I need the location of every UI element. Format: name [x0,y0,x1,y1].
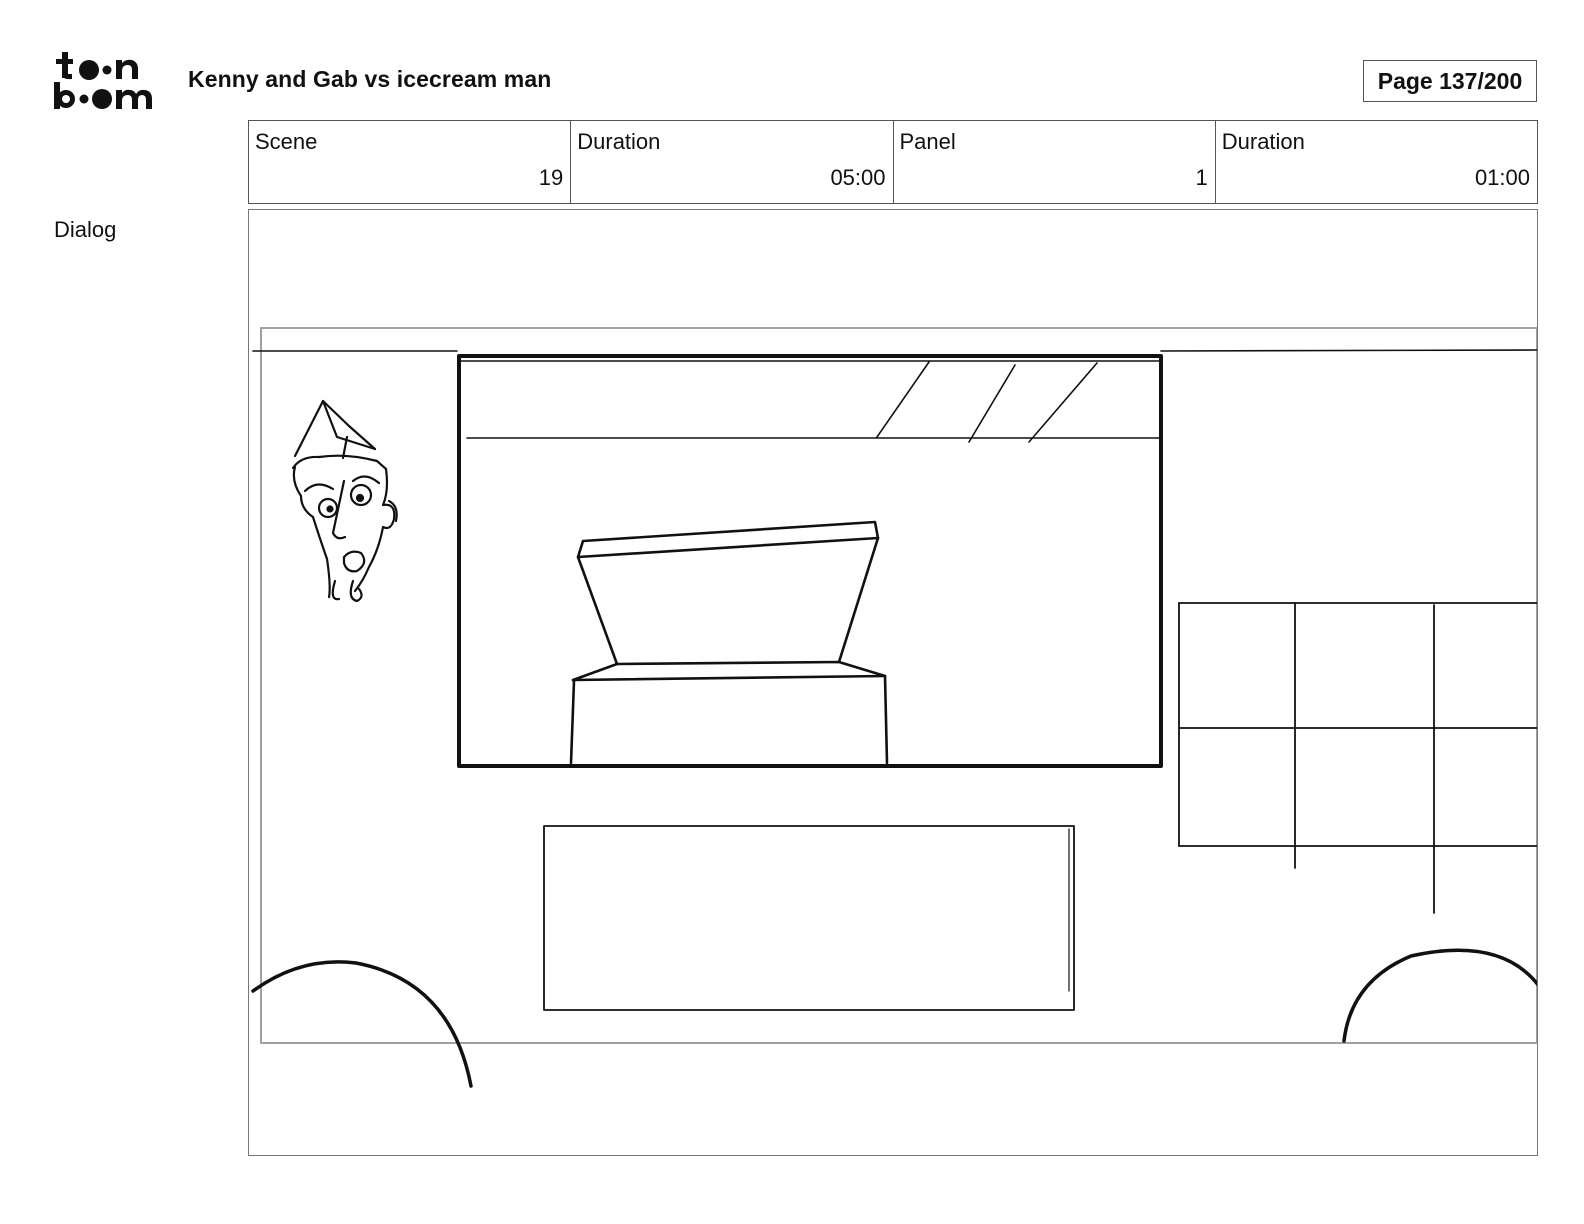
front-wheel [253,962,471,1086]
panel-cell [894,121,1216,203]
scene-cell [249,121,571,203]
scene-duration-label: Duration [577,129,661,154]
project-title: Kenny and Gab vs icecream man [188,66,552,92]
scene-value: 19 [538,165,564,190]
icecream-man-head [293,401,397,601]
serving-window [459,356,1161,766]
toonboom-logo [52,50,164,112]
panel-duration-value: 01:00 [1474,165,1530,190]
ice-cream-machine [571,522,887,763]
panel-duration-label: Duration [1221,129,1305,154]
storyboard-panel [248,209,1538,1156]
wall-top-line [253,350,1538,351]
lower-panel [544,826,1074,1010]
panel-sketch [249,210,1538,1156]
dialog-label: Dialog [54,217,117,242]
safe-area-frame [261,328,1537,1043]
panel-duration-cell [1216,121,1537,203]
scene-label: Scene [255,129,318,154]
page-number: Page 137/200 [1363,60,1537,102]
rear-wheel [1344,950,1538,1041]
panel-label: Panel [899,129,956,154]
side-window-grid [1179,603,1538,913]
scene-duration-cell [571,121,893,203]
glass-reflection-strokes [877,362,1097,442]
panel-value: 1 [1195,165,1208,190]
scene-duration-value: 05:00 [830,165,886,190]
scene-info-table [248,120,1538,204]
